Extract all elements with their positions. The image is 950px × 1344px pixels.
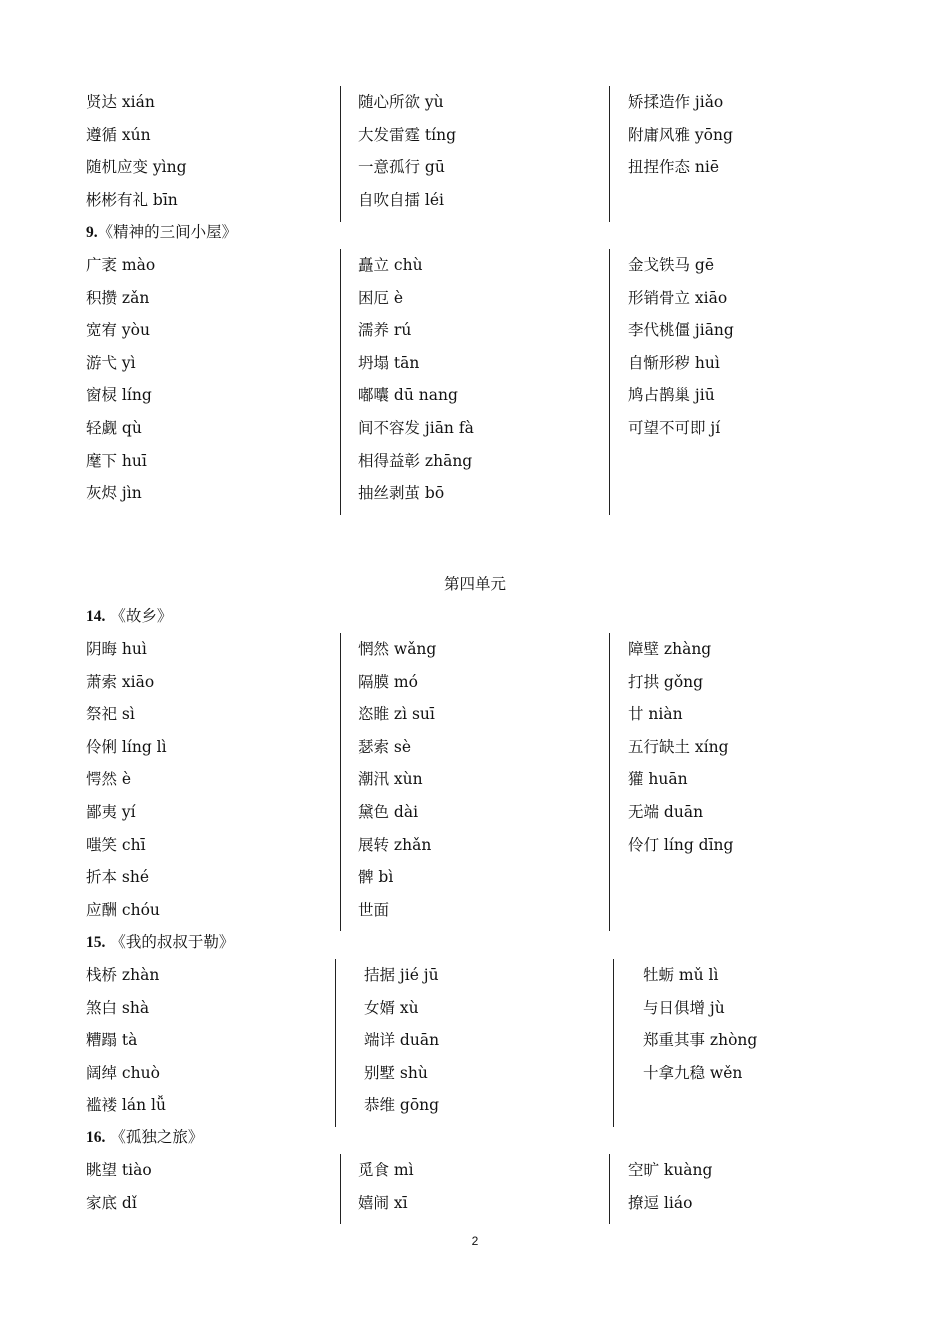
column-divider: [335, 959, 336, 1127]
vocab-entry: 伶俐 líng lì: [86, 737, 167, 756]
lesson-heading-15: [86, 926, 234, 958]
unit-title: 第四单元: [443, 575, 506, 593]
vocab-entry: 潮汛 xùn: [358, 770, 423, 789]
vocab-entry: 一意孤行 gū: [358, 158, 445, 177]
vocab-entry: 伶仃 líng dīng: [628, 835, 734, 854]
vocab-entry: 抽丝剥茧 bō: [358, 484, 445, 503]
vocab-entry: 无端 duān: [628, 802, 704, 821]
vocab-entry: 端详 duān: [364, 1031, 440, 1050]
vocab-column-1: [86, 959, 166, 1122]
vocab-section-16: [86, 1154, 866, 1224]
lesson-heading-14: [86, 600, 172, 632]
lesson-number: 14.: [86, 608, 106, 625]
vocab-entry: 随机应变 yìng: [86, 158, 187, 177]
vocab-entry: 廿 niàn: [628, 705, 683, 724]
vocab-entry: 煞白 shà: [86, 998, 150, 1017]
vocab-entry: 褴褛 lán lǚ: [86, 1096, 166, 1115]
vocab-entry: 恭维 gōng: [364, 1096, 440, 1115]
vocab-entry: 十拿九稳 wěn: [643, 1063, 743, 1082]
vocab-entry: 与日俱增 jù: [643, 998, 725, 1017]
vocab-column-2: [358, 1154, 414, 1219]
vocab-section-15: [86, 959, 866, 1127]
column-divider: [609, 249, 610, 515]
column-divider: [613, 959, 614, 1127]
vocab-entry: 困厄 è: [358, 288, 404, 307]
vocab-column-2: [358, 249, 474, 510]
vocab-entry: 别墅 shù: [364, 1063, 428, 1082]
vocab-entry: 大发雷霆 tíng: [358, 125, 457, 144]
column-divider: [609, 633, 610, 931]
lesson-title: 《故乡》: [110, 607, 173, 625]
vocab-entry: 间不容发 jiān fà: [358, 418, 474, 437]
vocab-entry: 黛色 dài: [358, 802, 419, 821]
vocab-column-2: [364, 959, 439, 1122]
vocab-entry: 世面: [358, 900, 390, 919]
lesson-title: 《我的叔叔于勒》: [110, 933, 235, 951]
vocab-entry: 撩逗 liáo: [628, 1193, 693, 1212]
vocab-entry: 萧索 xiāo: [86, 672, 155, 691]
vocab-entry: 应酬 chóu: [86, 900, 160, 919]
vocab-entry: 濡养 rú: [358, 321, 412, 340]
vocab-column-3: [628, 249, 734, 445]
lesson-number: 16.: [86, 1129, 106, 1146]
vocab-entry: 游弋 yì: [86, 353, 136, 372]
vocab-entry: 獾 huān: [628, 770, 688, 789]
vocab-entry: 嗤笑 chī: [86, 835, 146, 854]
lesson-number: 15.: [86, 934, 106, 951]
vocab-entry: 形销骨立 xiāo: [628, 288, 728, 307]
vocab-column-1: [86, 249, 155, 510]
vocab-section-14: [86, 633, 866, 931]
column-divider: [340, 86, 341, 222]
vocab-entry: 牡蛎 mǔ lì: [643, 966, 719, 984]
vocab-entry: 李代桃僵 jiāng: [628, 321, 734, 340]
lesson-title: 《孤独之旅》: [110, 1128, 204, 1146]
vocab-entry: 折本 shé: [86, 868, 150, 887]
vocab-entry: 灰烬 jìn: [86, 484, 142, 503]
vocab-entry: 可望不可即 jí: [628, 418, 721, 437]
vocab-entry: 眺望 tiào: [86, 1161, 152, 1179]
vocab-entry: 拮据 jié jū: [364, 966, 439, 984]
vocab-entry: 矗立 chù: [358, 256, 423, 274]
vocab-entry: 鄙夷 yí: [86, 802, 136, 821]
vocab-entry: 障壁 zhàng: [628, 640, 712, 658]
vocab-column-2: [358, 86, 456, 216]
vocab-entry: 阔绰 chuò: [86, 1063, 160, 1082]
vocab-column-1: [86, 633, 167, 926]
lesson-title: 《精神的三间小屋》: [97, 223, 238, 241]
vocab-entry: 窗棂 líng: [86, 386, 152, 405]
vocab-entry: 郑重其事 zhòng: [643, 1031, 758, 1050]
vocab-entry: 矫揉造作 jiǎo: [628, 93, 724, 111]
vocab-entry: 积攒 zǎn: [86, 288, 150, 307]
vocab-entry: 彬彬有礼 bīn: [86, 190, 178, 209]
lesson-number: 9.: [86, 224, 98, 241]
vocab-entry: 嘟囔 dū nang: [358, 386, 458, 405]
vocab-entry: 髀 bì: [358, 868, 394, 887]
vocab-entry: 宽宥 yòu: [86, 321, 150, 340]
lesson-heading-9: [86, 216, 237, 248]
vocab-entry: 鸠占鹊巢 jiū: [628, 386, 715, 405]
vocab-entry: 瑟索 sè: [358, 737, 412, 756]
vocab-entry: 自吹自擂 léi: [358, 190, 445, 209]
vocab-entry: 遵循 xún: [86, 125, 151, 144]
vocab-entry: 轻觑 qù: [86, 418, 142, 437]
vocab-entry: 自惭形秽 huì: [628, 353, 720, 372]
vocab-entry: 展转 zhǎn: [358, 835, 432, 854]
vocab-entry: 隔膜 mó: [358, 672, 418, 691]
vocab-entry: 随心所欲 yù: [358, 93, 444, 111]
vocab-entry: 愕然 è: [86, 770, 132, 789]
vocab-column-2: [358, 633, 436, 926]
vocab-entry: 扭捏作态 niē: [628, 158, 720, 177]
vocab-column-3: [628, 86, 733, 184]
vocab-entry: 祭祀 sì: [86, 705, 135, 724]
vocab-entry: 麾下 huī: [86, 451, 147, 470]
vocab-entry: 惘然 wǎng: [358, 640, 437, 658]
vocab-entry: 空旷 kuàng: [628, 1161, 713, 1179]
vocab-entry: 恣睢 zì suī: [358, 705, 435, 724]
column-divider: [340, 1154, 341, 1224]
column-divider: [340, 633, 341, 931]
column-divider: [340, 249, 341, 515]
vocab-entry: 阴晦 huì: [86, 640, 147, 658]
vocab-entry: 糟蹋 tà: [86, 1031, 138, 1050]
vocab-entry: 贤达 xián: [86, 93, 155, 111]
vocab-entry: 家底 dǐ: [86, 1193, 137, 1212]
vocab-column-3: [628, 633, 733, 861]
page-number: 2: [471, 1234, 479, 1248]
vocab-entry: 栈桥 zhàn: [86, 966, 160, 984]
lesson-heading-16: [86, 1121, 203, 1153]
column-divider: [609, 86, 610, 222]
vocab-section-prev: [86, 86, 866, 222]
vocab-entry: 金戈铁马 gē: [628, 256, 715, 274]
vocab-entry: 觅食 mì: [358, 1161, 414, 1179]
vocab-entry: 相得益彰 zhāng: [358, 451, 473, 470]
vocab-entry: 坍塌 tān: [358, 353, 420, 372]
vocab-entry: 嬉闹 xī: [358, 1193, 408, 1212]
vocab-section-9: [86, 249, 866, 515]
vocab-column-3: [643, 959, 757, 1089]
vocab-entry: 附庸风雅 yōng: [628, 125, 733, 144]
vocab-column-1: [86, 1154, 152, 1219]
vocab-entry: 打拱 gǒng: [628, 672, 704, 691]
vocab-entry: 五行缺土 xíng: [628, 737, 729, 756]
vocab-entry: 女婿 xù: [364, 998, 419, 1017]
column-divider: [609, 1154, 610, 1224]
vocab-entry: 广袤 mào: [86, 256, 156, 274]
vocab-column-3: [628, 1154, 712, 1219]
vocab-column-1: [86, 86, 187, 216]
